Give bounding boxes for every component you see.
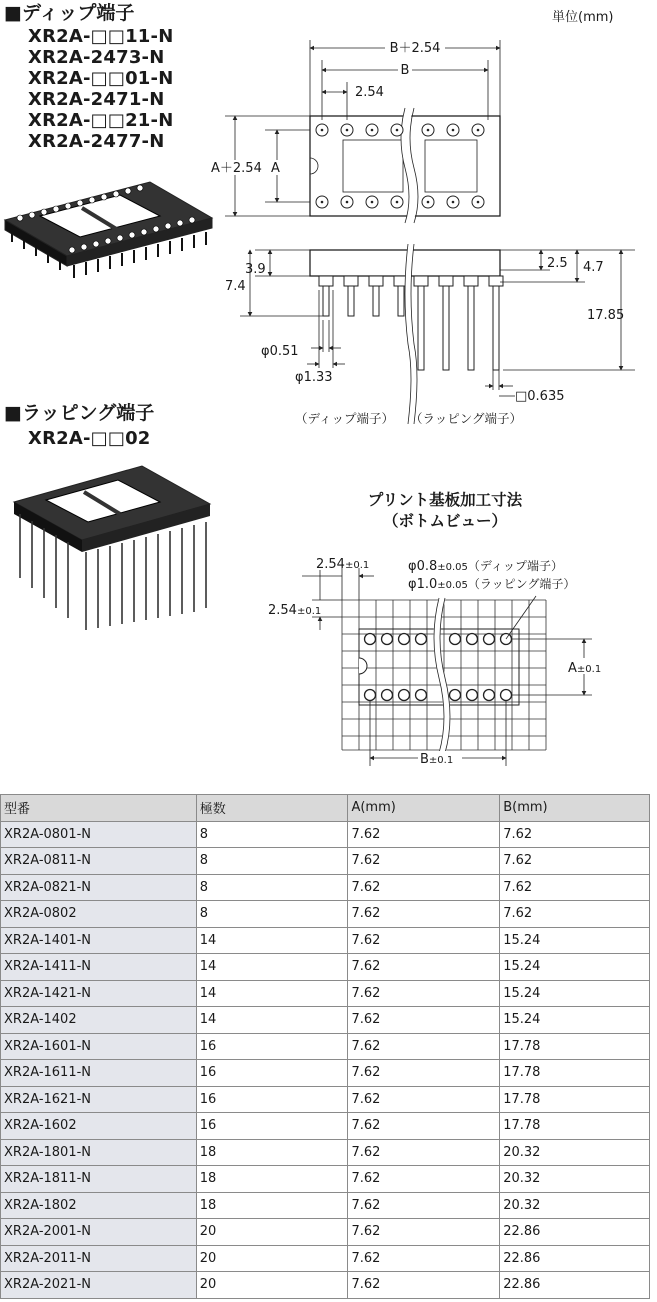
cell-a: 7.62: [348, 1007, 500, 1034]
dim-3-9: 3.9: [245, 262, 266, 277]
table-header-row: [1, 795, 650, 822]
table-row: [1, 848, 650, 875]
cell-a: 7.62: [348, 1219, 500, 1246]
cell-model: XR2A-0801-N: [1, 821, 197, 848]
cell-b: 22.86: [500, 1245, 650, 1272]
cell-b: 7.62: [500, 901, 650, 928]
wrap-socket-illustration: [10, 458, 215, 643]
cell-model: XR2A-2021-N: [1, 1272, 197, 1299]
cell-a: 7.62: [348, 1272, 500, 1299]
cell-poles: 8: [196, 874, 348, 901]
table-row: [1, 1192, 650, 1219]
model-name: XR2A-□□01-N: [28, 68, 174, 89]
dim-phi-1-33: φ1.33: [295, 370, 333, 385]
header-a: A(mm): [348, 795, 500, 822]
wrap-model-name: XR2A-□□02: [28, 428, 151, 449]
cell-poles: 8: [196, 848, 348, 875]
cell-a: 7.62: [348, 1166, 500, 1193]
cell-model: XR2A-0821-N: [1, 874, 197, 901]
dip-side-view-drawing: [215, 240, 655, 435]
cell-b: 15.24: [500, 980, 650, 1007]
cell-poles: 16: [196, 1086, 348, 1113]
dim-pitch-x: 2.54±0.1: [316, 557, 370, 572]
table-row: [1, 1086, 650, 1113]
cell-model: XR2A-1421-N: [1, 980, 197, 1007]
cell-model: XR2A-0802: [1, 901, 197, 928]
dim-a-tol: A±0.1: [568, 661, 602, 676]
cell-model: XR2A-2011-N: [1, 1245, 197, 1272]
cell-model: XR2A-1802: [1, 1192, 197, 1219]
cell-a: 7.62: [348, 848, 500, 875]
cell-a: 7.62: [348, 1139, 500, 1166]
dip-section-title: ■ディップ端子: [4, 2, 135, 24]
pcb-title-line2: （ボトムビュー）: [382, 512, 507, 530]
cell-poles: 14: [196, 954, 348, 981]
cell-a: 7.62: [348, 874, 500, 901]
table-row: [1, 1139, 650, 1166]
cell-model: XR2A-1601-N: [1, 1033, 197, 1060]
cell-poles: 20: [196, 1219, 348, 1246]
cell-poles: 20: [196, 1245, 348, 1272]
cell-poles: 16: [196, 1060, 348, 1087]
cell-a: 7.62: [348, 954, 500, 981]
dim-4-7: 4.7: [583, 260, 604, 275]
table-row: [1, 1219, 650, 1246]
dim-a-plus: A＋2.54: [211, 161, 262, 176]
dim-a: A: [271, 161, 280, 176]
cell-b: 7.62: [500, 821, 650, 848]
pcb-title-line1: プリント基板加工寸法: [367, 491, 523, 509]
dim-2-5: 2.5: [547, 256, 568, 271]
table-row: [1, 901, 650, 928]
dim-b-tol: B±0.1: [420, 752, 454, 767]
cell-model: XR2A-1602: [1, 1113, 197, 1140]
cell-model: XR2A-1801-N: [1, 1139, 197, 1166]
cell-poles: 14: [196, 980, 348, 1007]
table-row: [1, 1166, 650, 1193]
cell-poles: 16: [196, 1033, 348, 1060]
dip-socket-illustration: [0, 168, 215, 288]
cell-b: 22.86: [500, 1272, 650, 1299]
cell-model: XR2A-1811-N: [1, 1166, 197, 1193]
cell-poles: 14: [196, 1007, 348, 1034]
cell-a: 7.62: [348, 1245, 500, 1272]
table-row: [1, 1245, 650, 1272]
cell-model: XR2A-1611-N: [1, 1060, 197, 1087]
pcb-hole-layout-drawing: [262, 550, 657, 775]
dim-square-0-635: □0.635: [515, 389, 565, 404]
model-name: XR2A-□□11-N: [28, 26, 174, 47]
cell-b: 15.24: [500, 954, 650, 981]
cell-poles: 18: [196, 1192, 348, 1219]
table-row: [1, 980, 650, 1007]
cell-a: 7.62: [348, 901, 500, 928]
cell-b: 22.86: [500, 1219, 650, 1246]
cell-a: 7.62: [348, 821, 500, 848]
cell-b: 20.32: [500, 1139, 650, 1166]
cell-b: 7.62: [500, 874, 650, 901]
cell-a: 7.62: [348, 1192, 500, 1219]
header-b: B(mm): [500, 795, 650, 822]
unit-label: 単位(mm): [552, 10, 614, 25]
cell-b: 15.24: [500, 927, 650, 954]
model-name: XR2A-2473-N: [28, 47, 165, 68]
cell-poles: 8: [196, 821, 348, 848]
pcb-title: [330, 490, 560, 532]
cell-b: 15.24: [500, 1007, 650, 1034]
cell-b: 20.32: [500, 1166, 650, 1193]
cell-model: XR2A-1411-N: [1, 954, 197, 981]
table-row: [1, 1007, 650, 1034]
cell-poles: 14: [196, 927, 348, 954]
cell-b: 7.62: [500, 848, 650, 875]
cell-model: XR2A-2001-N: [1, 1219, 197, 1246]
cell-b: 17.78: [500, 1086, 650, 1113]
table-row: [1, 954, 650, 981]
cell-poles: 18: [196, 1166, 348, 1193]
cell-b: 17.78: [500, 1113, 650, 1140]
cell-poles: 8: [196, 901, 348, 928]
hole-dip-spec: φ0.8±0.05（ディップ端子）: [408, 559, 563, 574]
cell-a: 7.62: [348, 1033, 500, 1060]
cell-model: XR2A-1401-N: [1, 927, 197, 954]
table-row: [1, 874, 650, 901]
table-row: [1, 1272, 650, 1299]
dip-top-view-drawing: [195, 30, 655, 225]
cell-a: 7.62: [348, 927, 500, 954]
cell-a: 7.62: [348, 1086, 500, 1113]
table-row: [1, 1060, 650, 1087]
table-row: [1, 821, 650, 848]
dim-pitch-y: 2.54±0.1: [268, 603, 322, 618]
hole-wrap-spec: φ1.0±0.05（ラッピング端子）: [408, 577, 576, 592]
spec-table: [0, 794, 650, 1299]
table-row: [1, 1033, 650, 1060]
cell-model: XR2A-1621-N: [1, 1086, 197, 1113]
dip-model-list: [28, 26, 173, 152]
model-name: XR2A-2471-N: [28, 89, 165, 110]
dim-pitch: 2.54: [355, 85, 384, 100]
cell-b: 20.32: [500, 1192, 650, 1219]
cell-model: XR2A-1402: [1, 1007, 197, 1034]
cell-poles: 16: [196, 1113, 348, 1140]
dim-17-85: 17.85: [587, 308, 625, 323]
dim-phi-0-51: φ0.51: [261, 344, 299, 359]
dim-7-4: 7.4: [225, 279, 246, 294]
model-name: XR2A-□□21-N: [28, 110, 174, 131]
table-row: [1, 927, 650, 954]
dim-b: B: [400, 63, 410, 78]
cell-b: 17.78: [500, 1033, 650, 1060]
cell-poles: 18: [196, 1139, 348, 1166]
cell-poles: 20: [196, 1272, 348, 1299]
cell-a: 7.62: [348, 980, 500, 1007]
dim-b-plus: B＋2.54: [389, 41, 441, 56]
cell-b: 17.78: [500, 1060, 650, 1087]
caption-dip: （ディップ端子）: [295, 411, 395, 426]
caption-wrap: （ラッピング端子）: [410, 411, 523, 426]
cell-model: XR2A-0811-N: [1, 848, 197, 875]
model-name: XR2A-2477-N: [28, 131, 165, 152]
wrap-section-title: ■ラッピング端子: [4, 402, 155, 424]
cell-a: 7.62: [348, 1060, 500, 1087]
cell-a: 7.62: [348, 1113, 500, 1140]
header-poles: 極数: [196, 795, 348, 822]
table-row: [1, 1113, 650, 1140]
header-model: 型番: [1, 795, 197, 822]
